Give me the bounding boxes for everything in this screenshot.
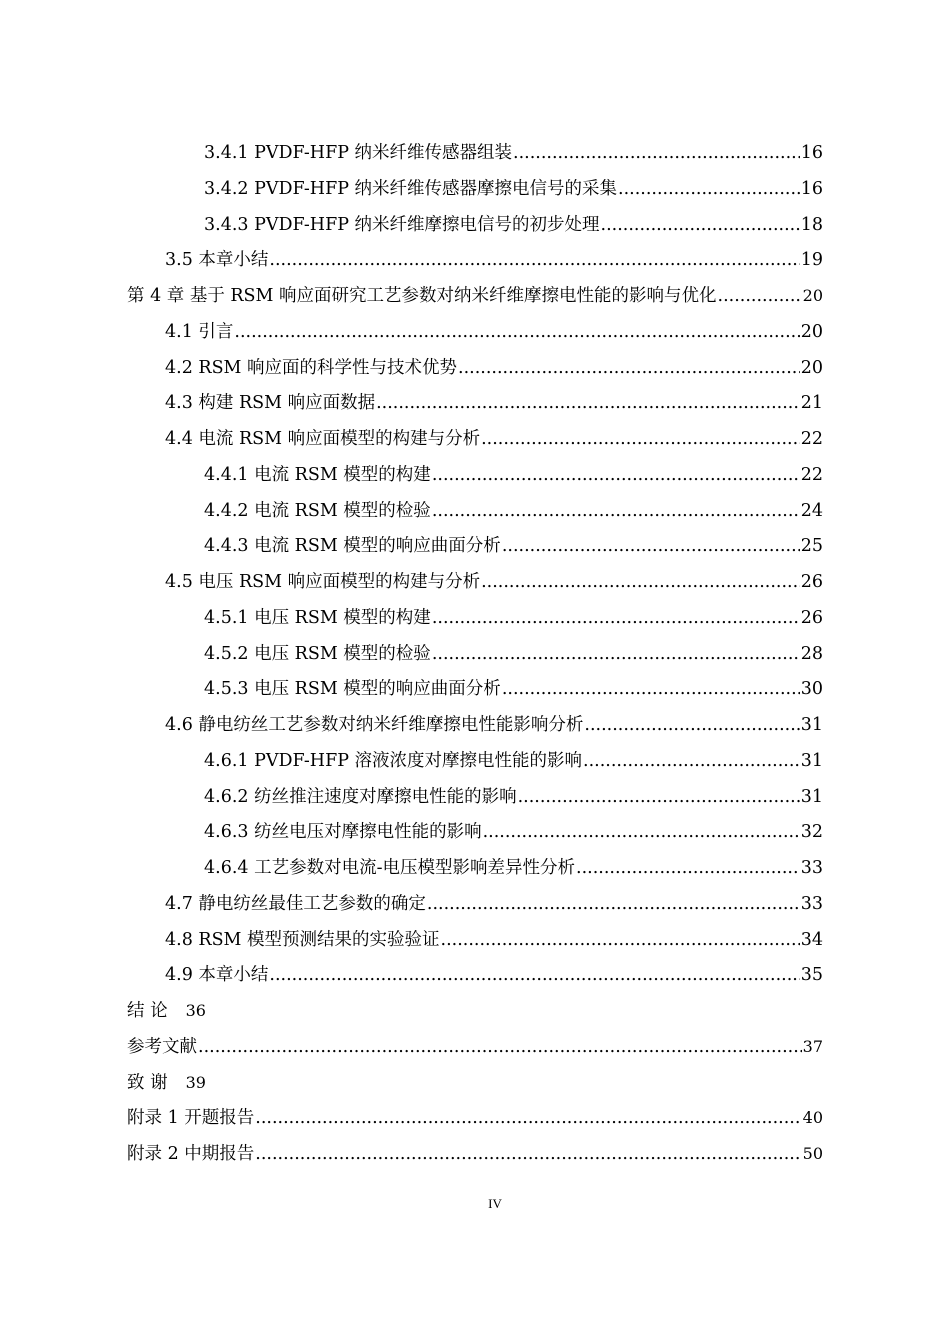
toc-entry-page: 31 [800,787,823,807]
toc-entry[interactable] [204,494,823,528]
toc-entry-page: 37 [802,1037,823,1056]
toc-entry[interactable] [165,386,823,420]
toc-entry-title: 4.6.3 纺丝电压对摩擦电性能的影响 [204,822,482,842]
toc-leader-dots [518,780,800,814]
toc-leader-dots [441,923,800,957]
toc-entry-title: 4.9 本章小结 [165,965,269,985]
toc-leader-dots [432,637,800,671]
toc-entry-page: 31 [800,715,823,735]
toc-entry-title: 4.7 静电纺丝最佳工艺参数的确定 [165,894,426,914]
toc-entry-title: 附录 2 中期报告 [127,1144,255,1164]
toc-entry-title: 4.4.2 电流 RSM 模型的检验 [204,501,431,521]
toc-entry-title: 4.5.2 电压 RSM 模型的检验 [204,644,431,664]
toc-entry[interactable] [165,351,823,385]
toc-entry[interactable] [165,315,823,349]
toc-entry-title: 4.6.1 PVDF-HFP 溶液浓度对摩擦电性能的影响 [204,751,583,771]
toc-entry-title: 3.4.1 PVDF-HFP 纳米纤维传感器组装 [204,143,513,163]
toc-entry-page: 36 [185,1001,206,1020]
toc-entry-page: 18 [800,215,823,235]
toc-leader-dots [269,243,799,277]
toc-entry-page: 32 [800,822,823,842]
toc-entry-title: 第 4 章 基于 RSM 响应面研究工艺参数对纳米纤维摩擦电性能的影响与优化 [127,286,717,306]
toc-leader-dots [513,136,800,170]
toc-leader-dots [601,208,800,242]
toc-entry[interactable] [165,887,823,921]
toc-entry[interactable] [165,565,823,599]
toc-entry[interactable] [165,958,823,992]
toc-leader-dots [583,744,800,778]
toc-leader-dots [198,1030,802,1064]
toc-leader-dots [618,172,800,206]
toc-entry[interactable] [204,208,823,242]
toc-entry[interactable] [165,422,823,456]
toc-entry-title: 4.5 电压 RSM 响应面模型的构建与分析 [165,572,481,592]
toc-entry-page: 31 [800,751,823,771]
toc-entry-page: 20 [800,358,823,378]
toc-entry[interactable] [204,637,823,671]
toc-entry[interactable] [204,136,823,170]
toc-entry-title: 4.8 RSM 模型预测结果的实验验证 [165,930,440,950]
toc-entry-title: 4.4.1 电流 RSM 模型的构建 [204,465,431,485]
toc-entry[interactable] [204,851,823,885]
toc-leader-dots [255,1137,801,1171]
toc-entry-title: 结 论 [127,1001,168,1021]
toc-entry-page: 20 [800,322,823,342]
toc-leader-dots [481,422,800,456]
toc-entry-page: 16 [800,143,823,163]
toc-entry-title: 致 谢 [127,1073,168,1093]
toc-leader-dots [502,529,800,563]
toc-entry-page: 20 [802,286,823,305]
toc-leader-dots [502,672,800,706]
toc-entry-title: 4.5.1 电压 RSM 模型的构建 [204,608,431,628]
toc-entry-page: 16 [800,179,823,199]
toc-entry-page: 35 [800,965,823,985]
toc-entry[interactable] [204,672,823,706]
toc-entry-page: 40 [802,1108,823,1127]
toc-entry-title: 4.4.3 电流 RSM 模型的响应曲面分析 [204,536,501,556]
toc-entry-page: 28 [800,644,823,664]
toc-entry-page: 22 [800,429,823,449]
toc-entry-page: 30 [800,679,823,699]
toc-leader-dots [718,279,802,313]
toc-leader-dots [481,565,800,599]
toc-leader-dots [458,351,800,385]
toc-leader-dots [376,386,800,420]
toc-entry-title: 3.4.2 PVDF-HFP 纳米纤维传感器摩擦电信号的采集 [204,179,618,199]
toc-entry-title: 4.5.3 电压 RSM 模型的响应曲面分析 [204,679,501,699]
toc-entry-title: 4.6.4 工艺参数对电流-电压模型影响差异性分析 [204,858,576,878]
toc-entry[interactable] [204,601,823,635]
toc-entry-page: 33 [800,894,823,914]
toc-leader-dots [576,851,800,885]
toc-entry-page: 26 [800,572,823,592]
toc-entry-page: 33 [800,858,823,878]
toc-entry-title: 4.6 静电纺丝工艺参数对纳米纤维摩擦电性能影响分析 [165,715,584,735]
toc-leader-dots [432,601,800,635]
toc-leader-dots [432,458,800,492]
toc-entry[interactable] [204,458,823,492]
toc-entry[interactable] [204,744,823,778]
toc-entry-title: 4.1 引言 [165,322,234,342]
toc-entry[interactable] [204,529,823,563]
toc-leader-dots [432,494,800,528]
toc-leader-dots [269,958,799,992]
toc-entry[interactable] [127,1101,823,1135]
toc-entry[interactable] [127,1137,823,1171]
toc-entry[interactable] [165,243,823,277]
toc-entry-page: 25 [800,536,823,556]
toc-leader-dots [584,708,799,742]
toc-entry-page: 50 [802,1144,823,1163]
toc-entry[interactable] [127,1066,206,1100]
toc-entry-title: 3.4.3 PVDF-HFP 纳米纤维摩擦电信号的初步处理 [204,215,600,235]
toc-leader-dots [427,887,800,921]
toc-entry-page: 39 [185,1073,206,1092]
toc-entry[interactable] [165,923,823,957]
toc-leader-dots [483,815,800,849]
toc-entry[interactable] [127,994,206,1028]
toc-entry-title: 4.3 构建 RSM 响应面数据 [165,393,376,413]
toc-entry-page: 34 [800,930,823,950]
toc-entry[interactable] [204,172,823,206]
toc-entry-page: 21 [800,393,823,413]
toc-entry-page: 26 [800,608,823,628]
page-number: IV [488,1196,502,1211]
toc-entry-page: 19 [800,250,823,270]
toc-entry-title: 参考文献 [127,1037,197,1057]
toc-entry-title: 附录 1 开题报告 [127,1108,255,1128]
toc-entry-page: 24 [800,501,823,521]
toc-entry[interactable] [127,1030,823,1064]
toc-entry[interactable] [204,780,823,814]
toc-entry-title: 3.5 本章小结 [165,250,269,270]
toc-leader-dots [255,1101,801,1135]
toc-entry[interactable] [127,279,823,313]
toc-entry[interactable] [204,815,823,849]
toc-leader-dots [234,315,799,349]
toc-entry-title: 4.2 RSM 响应面的科学性与技术优势 [165,358,458,378]
toc-entry-title: 4.4 电流 RSM 响应面模型的构建与分析 [165,429,481,449]
toc-entry-page: 22 [800,465,823,485]
toc-entry-title: 4.6.2 纺丝推注速度对摩擦电性能的影响 [204,787,517,807]
toc-entry[interactable] [165,708,823,742]
